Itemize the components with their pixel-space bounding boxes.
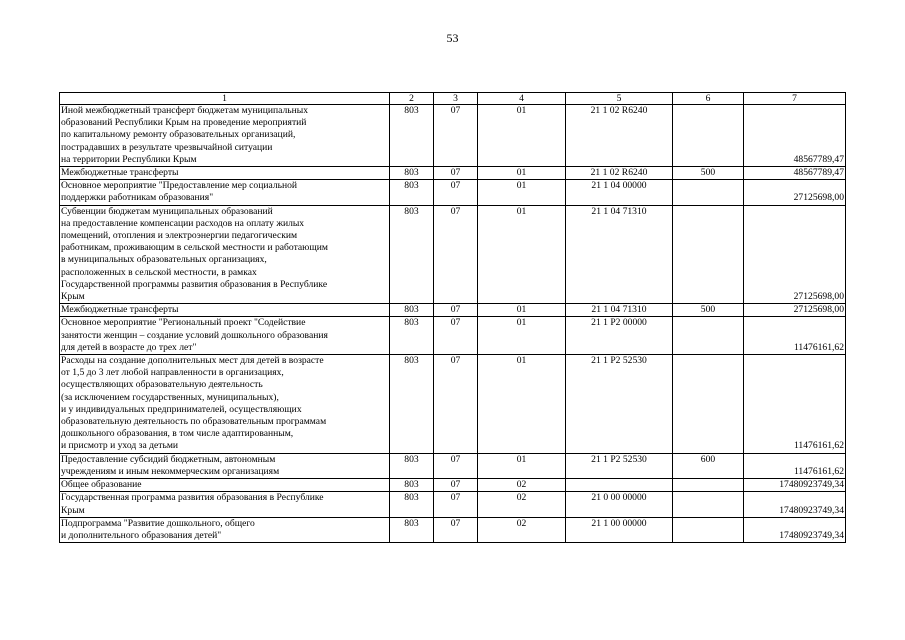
table-row	[60, 453, 846, 478]
table-row	[60, 304, 846, 317]
page-number: 53	[446, 31, 459, 45]
row-subsection-code: 01	[478, 317, 566, 355]
column-header: 5	[566, 93, 673, 105]
budget-table-body	[60, 105, 846, 543]
row-name: Субвенции бюджетам муниципальных образований на предоставление компенсации расходов на оплату жилых помещений, отопления и электроэнергии педагогическим работникам, проживающим в сельской местности и работающим в муниципальных образовательных организациях, расположенных в сельской местности, в рамках Государственной программы развития образования в Республике Крым	[60, 205, 390, 304]
row-name: Иной межбюджетный трансферт бюджетам муниципальных образований Республики Крым на проведение мероприятий по капитальному ремонту образовательных организаций, пострадавших в результате чрезвычайной ситуации на территории Республики Крым	[60, 105, 390, 167]
row-target-article: 21 1 04 71310	[566, 205, 673, 304]
row-amount: 11476161,62	[744, 453, 846, 478]
row-section-code: 07	[434, 479, 478, 492]
row-section-code: 07	[434, 517, 478, 542]
row-amount: 17480923749,34	[744, 479, 846, 492]
column-header: 4	[478, 93, 566, 105]
table-row	[60, 355, 846, 454]
row-grbs-code: 803	[390, 167, 434, 180]
row-name: Государственная программа развития образования в Республике Крым	[60, 492, 390, 517]
row-target-article: 21 1 P2 52530	[566, 453, 673, 478]
row-section-code: 07	[434, 105, 478, 167]
row-name: Расходы на создание дополнительных мест для детей в возрасте от 1,5 до 3 лет любой направленности в организациях, осуществляющих образовательную деятельность (за исключением государственных, муниципальных), и у индивидуальных предпринимателей, осуществляющих образовательную деятельность по образовательным программам дошкольного образования, в том числе адаптированным, и присмотр и уход за детьми	[60, 355, 390, 454]
row-section-code: 07	[434, 205, 478, 304]
row-grbs-code: 803	[390, 317, 434, 355]
row-name: Подпрограмма "Развитие дошкольного, общего и дополнительного образования детей"	[60, 517, 390, 542]
row-expense-type	[673, 479, 744, 492]
row-subsection-code: 01	[478, 205, 566, 304]
table-row	[60, 479, 846, 492]
row-target-article: 21 1 P2 00000	[566, 317, 673, 355]
row-section-code: 07	[434, 167, 478, 180]
row-grbs-code: 803	[390, 180, 434, 205]
row-expense-type	[673, 180, 744, 205]
row-name: Межбюджетные трансферты	[60, 304, 390, 317]
row-name: Основное мероприятие "Региональный проект "Содействие занятости женщин – создание условий дошкольного образования для детей в возрасте до трех лет"	[60, 317, 390, 355]
row-subsection-code: 01	[478, 180, 566, 205]
column-header: 3	[434, 93, 478, 105]
row-grbs-code: 803	[390, 492, 434, 517]
row-grbs-code: 803	[390, 105, 434, 167]
row-amount: 11476161,62	[744, 317, 846, 355]
row-subsection-code: 01	[478, 304, 566, 317]
table-row	[60, 205, 846, 304]
row-grbs-code: 803	[390, 517, 434, 542]
row-subsection-code: 01	[478, 355, 566, 454]
row-amount: 27125698,00	[744, 205, 846, 304]
row-section-code: 07	[434, 180, 478, 205]
row-target-article: 21 1 04 71310	[566, 304, 673, 317]
row-expense-type	[673, 517, 744, 542]
row-section-code: 07	[434, 304, 478, 317]
table-row	[60, 492, 846, 517]
row-section-code: 07	[434, 355, 478, 454]
table-row	[60, 167, 846, 180]
row-target-article: 21 1 02 R6240	[566, 167, 673, 180]
row-amount: 27125698,00	[744, 180, 846, 205]
row-amount: 11476161,62	[744, 355, 846, 454]
row-expense-type: 600	[673, 453, 744, 478]
row-expense-type: 500	[673, 167, 744, 180]
column-header: 7	[744, 93, 846, 105]
column-header: 2	[390, 93, 434, 105]
row-subsection-code: 01	[478, 453, 566, 478]
column-header: 6	[673, 93, 744, 105]
row-subsection-code: 02	[478, 492, 566, 517]
row-amount: 17480923749,34	[744, 517, 846, 542]
row-expense-type	[673, 317, 744, 355]
row-expense-type	[673, 492, 744, 517]
row-subsection-code: 01	[478, 105, 566, 167]
row-name: Предоставление субсидий бюджетным, автономным учреждениям и иным некоммерческим организациям	[60, 453, 390, 478]
row-grbs-code: 803	[390, 304, 434, 317]
row-target-article: 21 1 04 00000	[566, 180, 673, 205]
row-name: Межбюджетные трансферты	[60, 167, 390, 180]
row-subsection-code: 02	[478, 517, 566, 542]
row-section-code: 07	[434, 317, 478, 355]
row-expense-type	[673, 355, 744, 454]
row-target-article: 21 1 02 R6240	[566, 105, 673, 167]
row-target-article: 21 1 00 00000	[566, 517, 673, 542]
row-expense-type	[673, 205, 744, 304]
row-name: Основное мероприятие "Предоставление мер социальной поддержки работникам образования"	[60, 180, 390, 205]
row-amount: 17480923749,34	[744, 492, 846, 517]
row-grbs-code: 803	[390, 479, 434, 492]
table-row	[60, 317, 846, 355]
table-row	[60, 105, 846, 167]
row-grbs-code: 803	[390, 355, 434, 454]
row-amount: 27125698,00	[744, 304, 846, 317]
row-name: Общее образование	[60, 479, 390, 492]
row-grbs-code: 803	[390, 205, 434, 304]
row-expense-type	[673, 105, 744, 167]
row-expense-type: 500	[673, 304, 744, 317]
row-section-code: 07	[434, 453, 478, 478]
budget-table	[59, 92, 846, 543]
row-section-code: 07	[434, 492, 478, 517]
column-header: 1	[60, 93, 390, 105]
row-grbs-code: 803	[390, 453, 434, 478]
row-amount: 48567789,47	[744, 167, 846, 180]
row-target-article: 21 0 00 00000	[566, 492, 673, 517]
row-subsection-code: 01	[478, 167, 566, 180]
row-target-article: 21 1 P2 52530	[566, 355, 673, 454]
row-amount: 48567789,47	[744, 105, 846, 167]
column-number-row	[60, 93, 846, 105]
table-row	[60, 517, 846, 542]
table-row	[60, 180, 846, 205]
row-subsection-code: 02	[478, 479, 566, 492]
row-target-article	[566, 479, 673, 492]
